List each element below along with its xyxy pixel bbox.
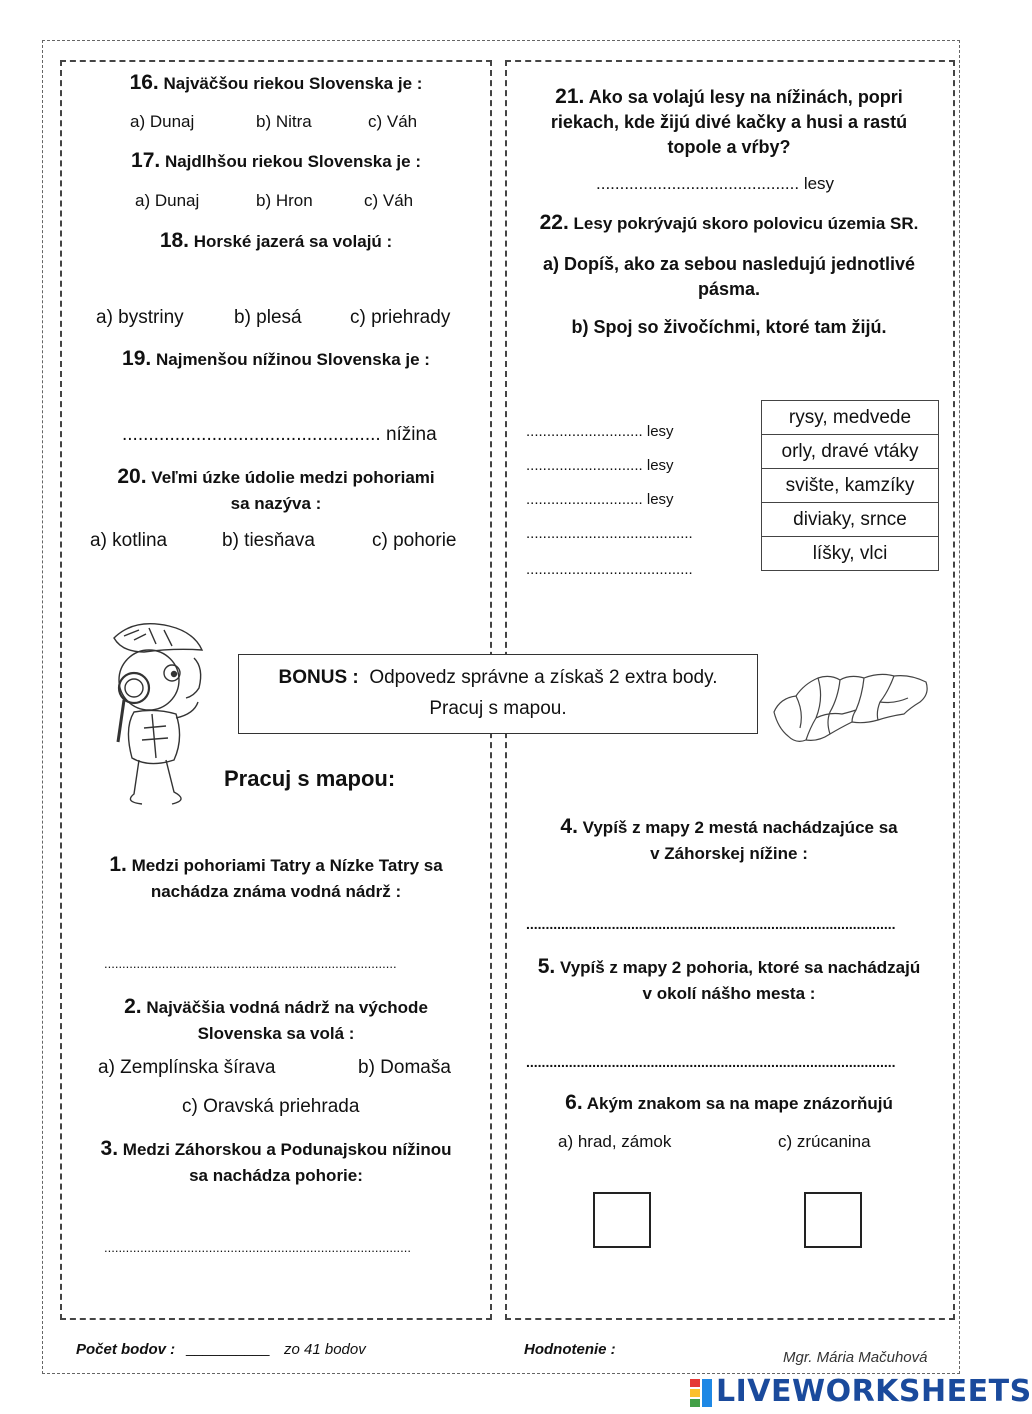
points-blank[interactable]: __________ [186, 1340, 270, 1357]
animal-cell[interactable]: rysy, medvede [762, 401, 939, 435]
detective-illustration [94, 618, 216, 810]
bonus-line2: Pracuj s mapou. [429, 698, 567, 719]
liveworksheets-logo: LIVEWORKSHEETS [716, 1374, 1032, 1409]
q16-option-c[interactable]: c) Váh [368, 112, 418, 131]
m2-option-b[interactable]: b) Domaša [358, 1057, 451, 1078]
map-question-3: 3. Medzi Záhorskou a Podunajskou nížinou sa nachádza pohorie: [100, 1137, 452, 1185]
animal-cell[interactable]: svište, kamzíky [762, 469, 939, 503]
q20-option-a[interactable]: a) kotlina [90, 530, 168, 551]
question-19: 19. Najmenšou nížinou Slovenska je : [122, 347, 430, 370]
animal-cell[interactable]: líšky, vlci [762, 537, 939, 571]
map-section-heading: Pracuj s mapou: [224, 766, 396, 791]
animal-cell[interactable]: diviaky, srnce [762, 503, 939, 537]
q16-option-a[interactable]: a) Dunaj [130, 112, 195, 131]
m1-answer-line[interactable]: ................................................................................. [104, 956, 397, 971]
forest-zone-line-3[interactable]: ............................ lesy [526, 491, 674, 508]
forest-zone-line-2[interactable]: ............................ lesy [526, 457, 674, 474]
question-17: 17. Najdlhšou riekou Slovenska je : [131, 149, 421, 172]
points-total: zo 41 bodov [284, 1341, 366, 1358]
map-question-5: 5. Vypíš z mapy 2 pohoria, ktoré sa nachádzajú v okolí nášho mesta : [537, 955, 921, 1003]
question-18: 18. Horské jazerá sa volajú : [159, 229, 393, 252]
q17-option-c[interactable]: c) Váh [364, 191, 414, 210]
question-16: 16. Najväčšou riekou Slovenska je : [129, 71, 423, 94]
m5-answer-line[interactable]: ............................................................................................... [526, 1054, 896, 1070]
animals-table [761, 400, 939, 571]
m6-option-a: a) hrad, zámok [558, 1132, 672, 1151]
q17-option-a[interactable]: a) Dunaj [135, 191, 200, 210]
q20-option-c[interactable]: c) pohorie [372, 530, 457, 551]
points-label: Počet bodov : [76, 1341, 176, 1358]
q19-answer-line[interactable]: ................................................. nížina [122, 424, 437, 445]
author-name: Mgr. Mária Mačuhová [783, 1349, 928, 1366]
q18-option-a[interactable]: a) bystriny [96, 307, 184, 328]
liveworksheets-logo-icon [690, 1379, 712, 1407]
m2-option-a[interactable]: a) Zemplínska šírava [98, 1057, 276, 1078]
q16-option-b[interactable]: b) Nitra [256, 112, 312, 131]
map-question-4: 4. Vypíš z mapy 2 mestá nachádzajúce sa v Záhorskej nížine : [560, 815, 898, 863]
q20-option-b[interactable]: b) tiesňava [222, 530, 315, 551]
q22-task-b: b) Spoj so živočíchmi, ktoré tam žijú. [571, 317, 887, 337]
animal-cell[interactable]: orly, dravé vtáky [762, 435, 939, 469]
slovakia-map-icon [770, 662, 932, 746]
q21-answer-line[interactable]: ........................................... lesy [596, 174, 835, 193]
question-21: 21. Ako sa volajú lesy na nížinách, popri riekach, kde žijú divé kačky a husi a rastú topole a vŕby? [550, 85, 908, 157]
question-20: 20. Veľmi úzke údolie medzi pohoriami sa nazýva : [117, 465, 435, 513]
forest-zone-line-4[interactable]: ........................................ [526, 525, 693, 542]
map-question-1: 1. Medzi pohoriami Tatry a Nízke Tatry sa nachádza známa vodná nádrž : [109, 853, 443, 901]
map-question-2: 2. Najväčšia vodná nádrž na východe Slovenska sa volá : [124, 995, 428, 1043]
bonus-label: BONUS : [278, 667, 359, 688]
m2-option-c[interactable]: c) Oravská priehrada [182, 1096, 360, 1117]
forest-zone-line-5[interactable]: ........................................ [526, 561, 693, 578]
q17-option-b[interactable]: b) Hron [256, 191, 313, 210]
q18-option-b[interactable]: b) plesá [234, 307, 302, 328]
q22-task-a: a) Dopíš, ako za sebou nasledujú jednotlivé pásma. [542, 254, 916, 299]
forest-zone-line-1[interactable]: ............................ lesy [526, 423, 674, 440]
m4-answer-line[interactable]: ............................................................................................... [526, 916, 896, 932]
q18-option-c[interactable]: c) priehrady [350, 307, 451, 328]
m6-answer-box-a[interactable] [593, 1192, 651, 1248]
m6-option-c: c) zrúcanina [778, 1132, 871, 1151]
evaluation-label: Hodnotenie : [524, 1341, 616, 1358]
bonus-line1: Odpovedz správne a získaš 2 extra body. [369, 667, 718, 688]
map-question-6: 6. Akým znakom sa na mape znázorňujú [565, 1091, 893, 1114]
m6-answer-box-c[interactable] [804, 1192, 862, 1248]
bonus-box [238, 654, 758, 734]
m3-answer-line[interactable]: ..................................................................................... [104, 1240, 412, 1255]
question-22: 22. Lesy pokrývajú skoro polovicu územia SR. [539, 211, 919, 234]
